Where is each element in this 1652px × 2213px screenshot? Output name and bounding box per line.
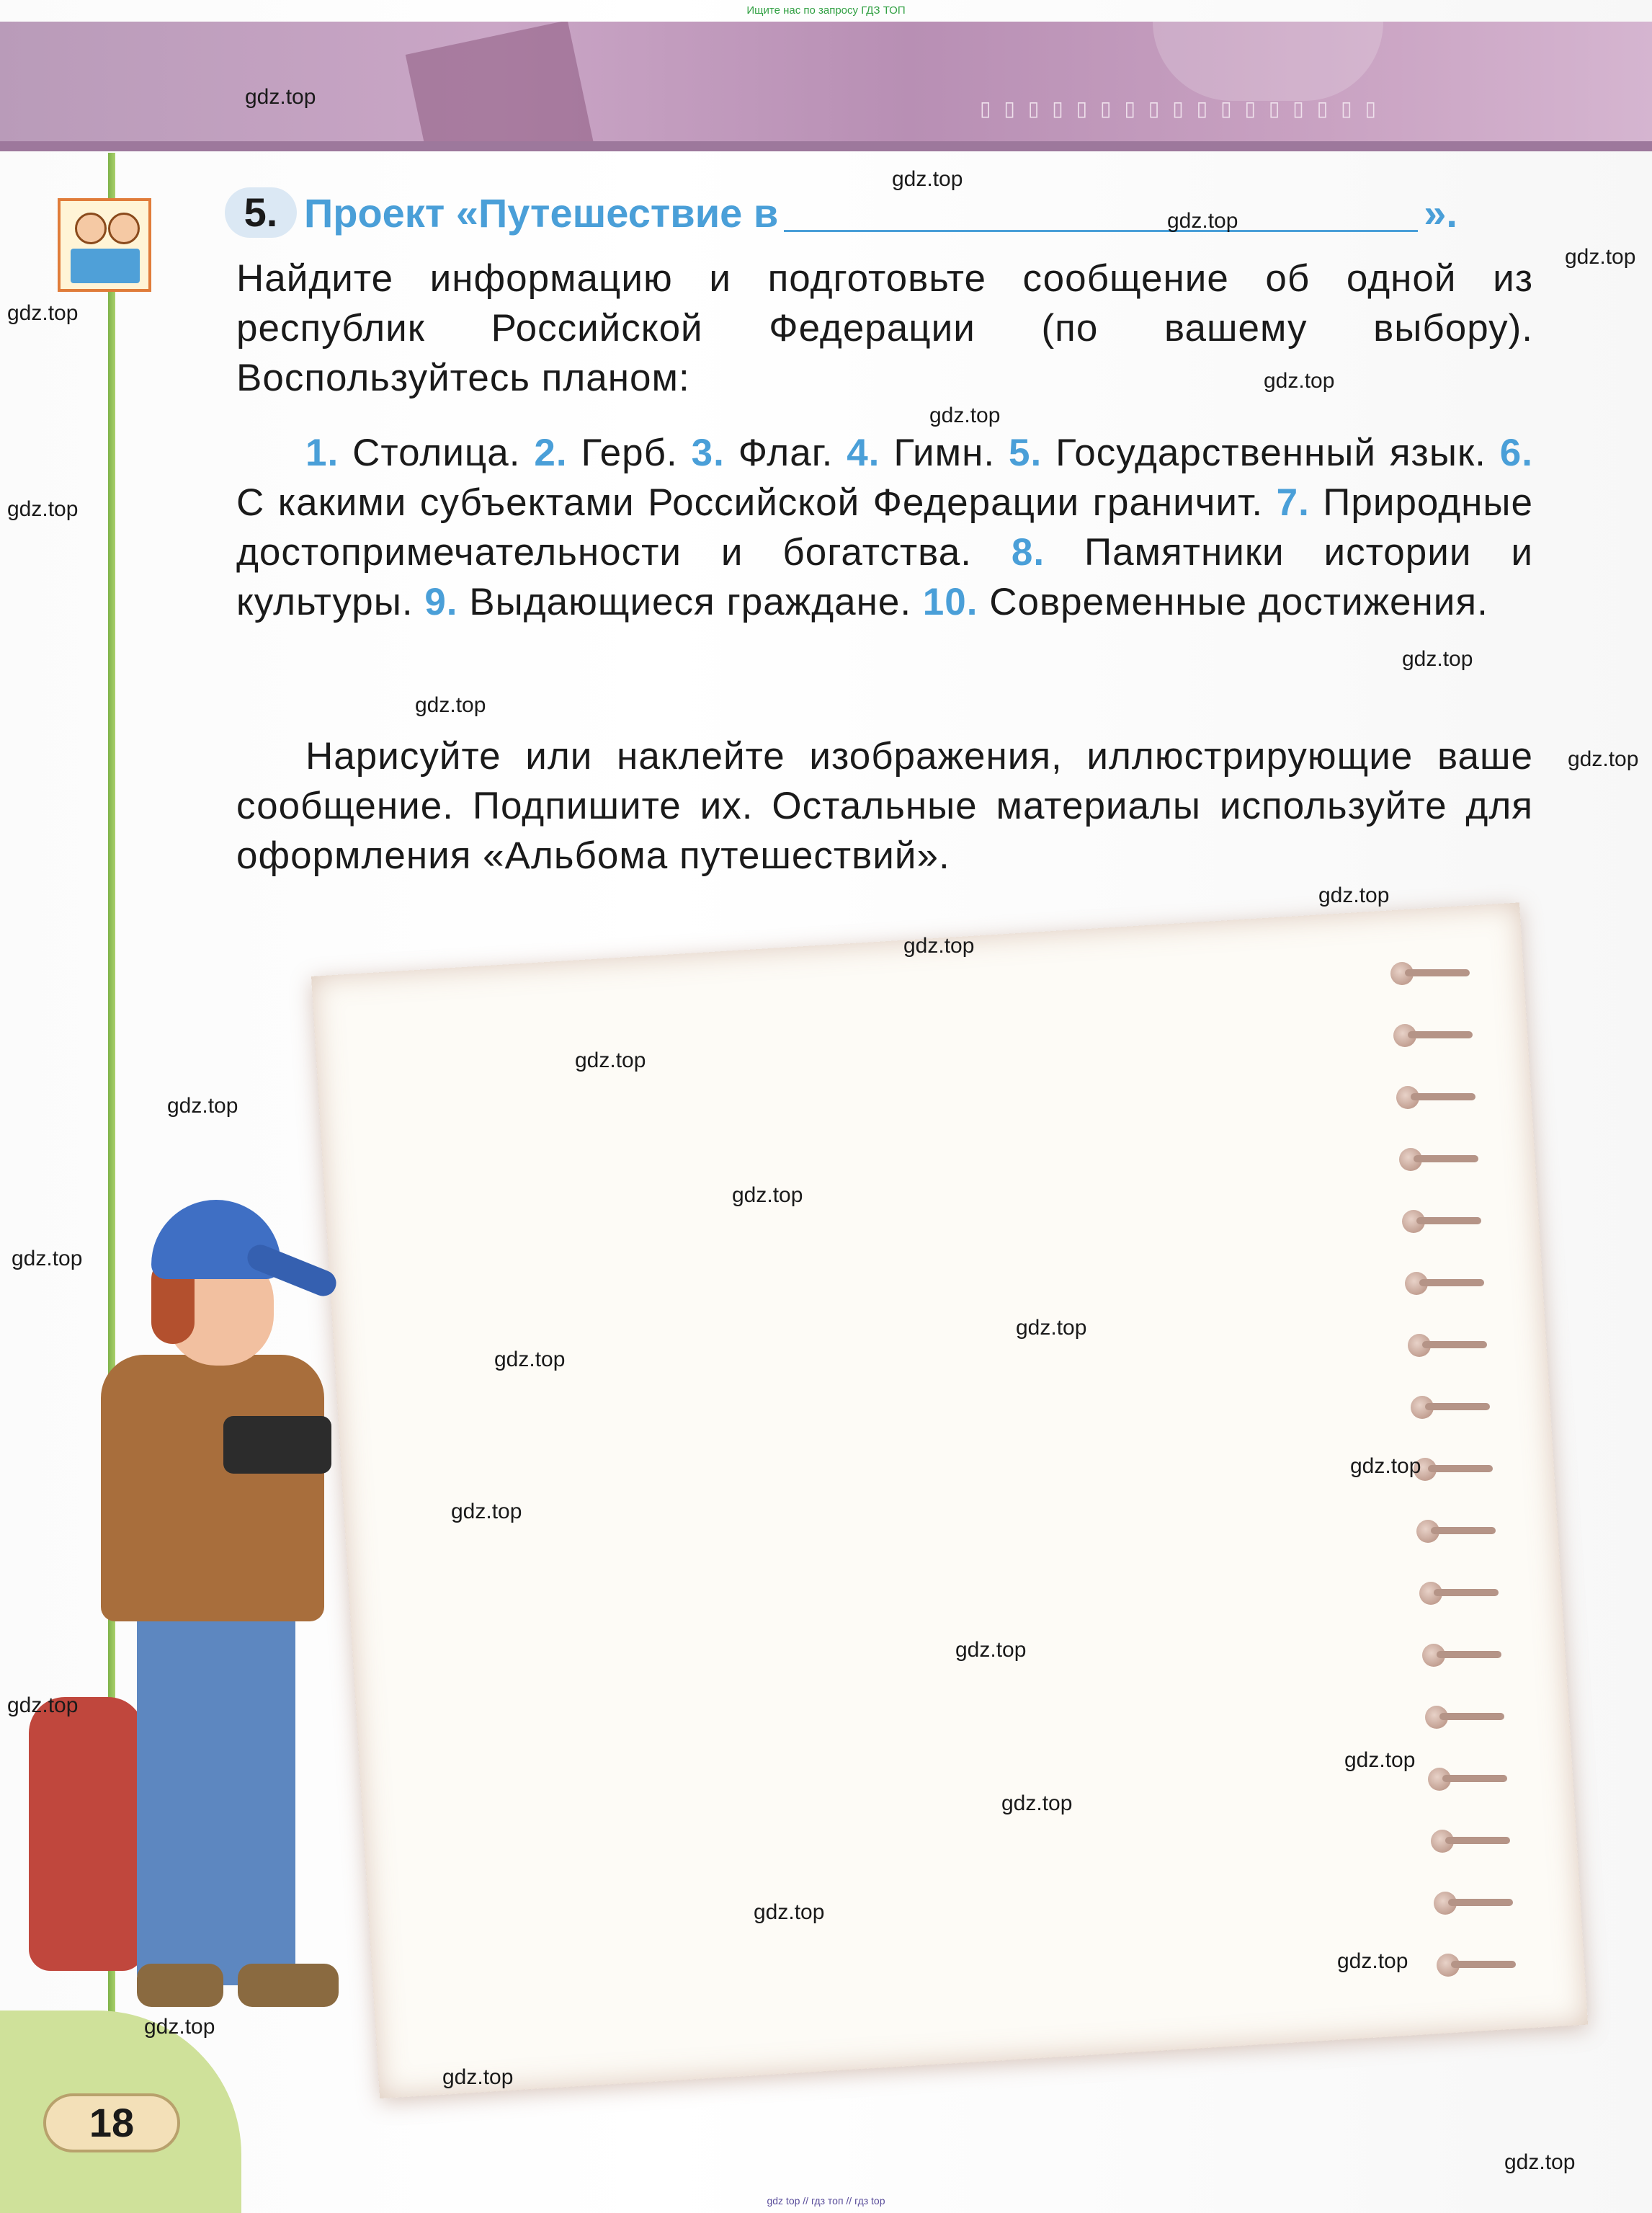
watermark-text: gdz.top (732, 1183, 803, 1207)
binding-ring (1396, 1086, 1483, 1109)
plan-item-number: 6. (1499, 432, 1533, 474)
plan-item-text: Современные достижения. (989, 581, 1488, 623)
watermark-text: gdz.top (1016, 1316, 1087, 1340)
instruction-body: Нарисуйте или наклейте изображения, иллюстрирующие ваше сообщение. Подпишите их. Остальные материалы используйте для оформления «Альбома путешествий». (236, 735, 1533, 877)
plan-item-number: 9. (424, 581, 470, 623)
watermark-text: gdz.top (1264, 369, 1335, 393)
project-kids-icon (58, 198, 151, 292)
emblem-image (1153, 22, 1383, 101)
watermark-text: gdz.top (1167, 209, 1238, 233)
watermark-text: gdz.top (442, 2065, 514, 2089)
watermark-text: gdz.top (1337, 1949, 1408, 1973)
watermark-text: gdz.top (1504, 2150, 1576, 2174)
plan-item-text: Государственный язык. (1055, 432, 1500, 474)
binding-ring (1390, 962, 1477, 985)
watermark-text: gdz.top (167, 1094, 238, 1118)
watermark-text: gdz.top (1350, 1454, 1421, 1478)
constitution-book-image (406, 22, 596, 151)
watermark-text: gdz.top (1001, 1791, 1073, 1815)
watermark-text: gdz.top (415, 693, 486, 717)
plan-item-number: 8. (1011, 531, 1084, 574)
watermark-text: gdz.top (955, 1638, 1027, 1662)
watermark-text: gdz.top (7, 1693, 79, 1717)
plan-item-number: 10. (922, 581, 990, 623)
binding-ring (1399, 1148, 1486, 1171)
page-number: 18 (43, 2093, 180, 2152)
task-title-start: Проект «Путешествие в (304, 190, 779, 236)
plan-item-text: Герб. (581, 432, 692, 474)
plan-item-number: 4. (847, 432, 894, 474)
watermark-text: gdz.top (929, 404, 1001, 427)
binding-ring (1425, 1706, 1512, 1729)
watermark-text: gdz.top (451, 1500, 522, 1523)
watermark-text: gdz.top (1565, 245, 1636, 269)
watermark-text: gdz.top (245, 85, 316, 109)
watermark-text: gdz.top (12, 1247, 83, 1270)
plan-item-text: Выдающиеся граждане. (469, 581, 923, 623)
watermark-text: gdz.top (892, 167, 963, 191)
watermark-text: gdz.top (1568, 747, 1639, 771)
watermark-text: gdz.top (903, 934, 975, 958)
binding-ring (1431, 1830, 1517, 1853)
watermark-text: gdz.top (7, 497, 79, 521)
binding-ring (1416, 1520, 1503, 1543)
top-search-hint: Ищите нас по запросу ГДЗ ТОП (746, 4, 906, 17)
ornament-dots: ▯▯▯▯▯▯▯▯▯▯▯▯▯▯▯▯▯ (980, 97, 1389, 120)
plan-item-text: Памятники истории и культуры. (236, 531, 1533, 623)
plan-item-text: Флаг. (738, 432, 847, 474)
plan-item-number: 7. (1276, 481, 1323, 524)
watermark-text: gdz.top (1318, 883, 1390, 907)
boy-with-camera-illustration (29, 1200, 360, 2043)
binding-ring (1428, 1768, 1514, 1791)
answer-blank-line[interactable] (784, 194, 1418, 232)
plan-list (236, 428, 1533, 627)
bottom-hint: gdz top // гдз топ // гдз top (767, 2195, 885, 2207)
plan-item-number: 3. (691, 432, 738, 474)
watermark-text: gdz.top (7, 301, 79, 325)
watermark-text: gdz.top (494, 1348, 566, 1371)
watermark-text: gdz.top (754, 1900, 825, 1924)
plan-item-text: Гимн. (893, 432, 1009, 474)
binding-ring (1405, 1272, 1491, 1295)
binding-ring (1419, 1582, 1506, 1605)
plan-item-text: Столица. (352, 432, 535, 474)
plan-item-text: С какими субъектами Российской Федерации граничит. (236, 481, 1277, 524)
binding-ring (1414, 1458, 1500, 1481)
plan-item-number: 5. (1009, 432, 1056, 474)
plan-item-number: 2. (534, 432, 581, 474)
task-intro: Найдите информацию и подготовьте сообщение об одной из республик Российской Федерации (по вашему выбору). Воспользуйтесь планом: (236, 257, 1533, 399)
watermark-text: gdz.top (575, 1048, 646, 1072)
binding-ring (1422, 1644, 1509, 1667)
binding-ring (1393, 1024, 1480, 1047)
plan-item-number: 1. (305, 432, 353, 474)
binding-ring (1434, 1892, 1520, 1915)
spiral-binding (1390, 962, 1513, 2021)
task-heading (225, 186, 1457, 239)
watermark-text: gdz.top (144, 2015, 215, 2039)
plan-item-text: Природные достопримечательности и богатства. (236, 481, 1533, 574)
watermark-text: gdz.top (1402, 647, 1473, 671)
binding-ring (1408, 1334, 1494, 1357)
watermark-text: gdz.top (1344, 1748, 1416, 1772)
binding-ring (1437, 1954, 1523, 1977)
backpack (29, 1697, 144, 1971)
task-number: 5. (225, 187, 297, 238)
video-camera (223, 1416, 331, 1474)
task-title-end: ». (1424, 190, 1457, 236)
instruction-text (236, 731, 1533, 881)
binding-ring (1402, 1210, 1488, 1233)
binding-ring (1411, 1396, 1497, 1419)
